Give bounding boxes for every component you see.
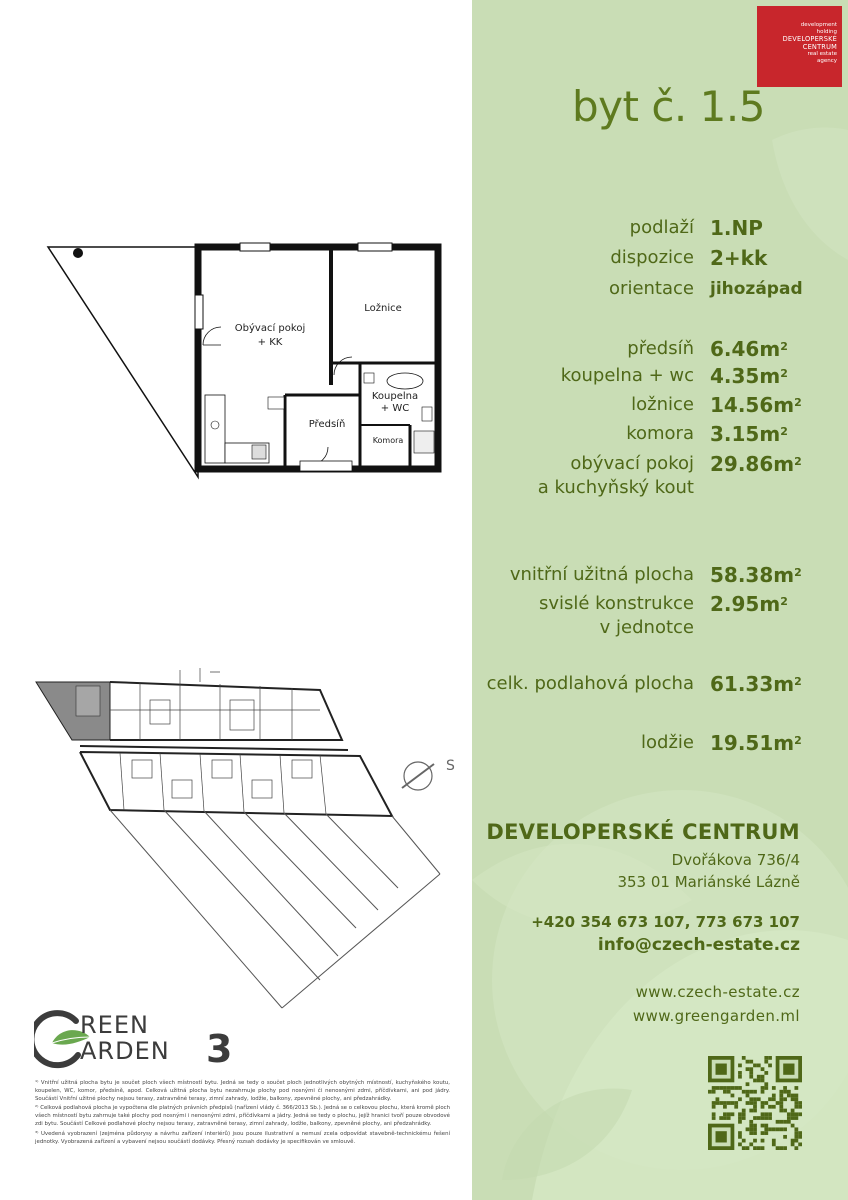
total-value: $2.95m^2$ (710, 592, 788, 616)
logo-word-reen: REEN (80, 1011, 149, 1039)
agency-line-1: development (800, 22, 837, 28)
room-value: $4.35m^2$ (710, 364, 788, 388)
footnote-2: ²⁾ Celková podlahová plocha je vypočtena dle platných právních předpisů (nařízení vlády č. 366/2013 Sb.). Jedná se o celkovou plochu, která kromě ploch všech místností bytu zahrnuje také plochy pod nosnými i nenosnými zdmi, příčdívkami a jádry. Jedná se tedy o plochu, jejíž hranici tvoří pouze obvodové zdi bytu. Součástí Celkové podlahové plochy nejsou terasy, zatravněné terasy, zimní zahrady, lodžie, balkony, zpevněné plochy, ani předzahrádky. (35, 1105, 450, 1127)
info-label: podlaží (629, 217, 694, 238)
room-label: předsíň (627, 338, 694, 359)
room-row-bathroom (472, 364, 848, 394)
agency-line-2: holding (816, 28, 837, 35)
website-link-greengarden[interactable]: www.greengarden.ml (632, 1007, 800, 1025)
compass-label: S (446, 758, 455, 774)
plan-label-living: Obývací pokoj (234, 323, 306, 334)
room-value: $3.15m^2$ (710, 422, 788, 446)
compass-icon (402, 758, 455, 790)
total-label-2: v jednotce (599, 617, 694, 638)
room-value: $29.86m^2$ (710, 452, 802, 476)
plan-label-bath: Koupelna (371, 391, 419, 402)
plan-label-bath-2: + WC (380, 403, 410, 414)
total-row-loggia (472, 731, 848, 761)
developer-name: DEVELOPERSKÉ CENTRUM (486, 820, 800, 844)
info-value: 2+kk (710, 246, 768, 270)
agency-line-5: real estate (807, 51, 837, 57)
footnote-1: ¹⁾ Vnitřní užitná plocha bytu je součet ploch všech místností bytu. Jedná se tedy o součet ploch jednotlivých obytných místností, kuchyňského koutu, koupelen, WC, komor, předsíně, apod. Celková užitná plocha bytu nezahrnuje plochy pod nosnými či nenosnými zdmi, příčdívkami, ani pod jádry. Součástí Vnitřní užitné plochy nejsou terasy, zatravněné terasy, zimní zahrady, lodžie, balkony, zpevněné plochy, ani předzahrádky. (35, 1080, 450, 1102)
agency-line-3: DEVELOPERSKÉ (782, 35, 837, 43)
website-link-czech-estate[interactable]: www.czech-estate.cz (635, 983, 800, 1001)
room-row-storage (472, 422, 848, 452)
total-value: $61.33m^2$ (710, 672, 802, 696)
info-row-orientation (472, 277, 848, 307)
plan-label-living-2: + KK (257, 337, 283, 348)
total-value: $19.51m^2$ (710, 731, 802, 755)
total-row-usable (472, 563, 848, 593)
plan-label-storage: Komora (372, 436, 404, 445)
total-row-structures (472, 592, 848, 642)
room-label: obývací pokoj (570, 453, 694, 474)
room-label: ložnice (631, 394, 694, 415)
apartment-title: byt č. 1.5 (572, 82, 765, 131)
room-row-bedroom (472, 393, 848, 423)
right-info-panel (472, 0, 848, 1200)
total-label: svislé konstrukce (538, 593, 694, 614)
info-row-floor (472, 216, 848, 246)
green-garden-logo (34, 1003, 244, 1073)
total-value: $58.38m^2$ (710, 563, 802, 587)
plan-label-bedroom: Ložnice (364, 303, 402, 314)
logo-word-arden: ARDEN (80, 1037, 170, 1065)
room-label: komora (626, 423, 694, 444)
developer-email-link[interactable]: info@czech-estate.cz (597, 935, 800, 955)
logo-number: 3 (206, 1027, 233, 1071)
agency-line-6: agency (816, 57, 837, 64)
apartment-floor-plan (40, 235, 450, 485)
footnotes (35, 1080, 450, 1148)
room-value: $14.56m^2$ (710, 393, 802, 417)
info-label: orientace (609, 278, 694, 299)
info-row-layout (472, 246, 848, 276)
total-label: celk. podlahová plocha (486, 673, 694, 694)
plan-label-hall: Předsíň (308, 419, 346, 430)
agency-line-4: CENTRUM (802, 43, 837, 51)
info-label: dispozice (610, 247, 694, 268)
room-value: $6.46m^2$ (710, 337, 788, 361)
agency-badge (757, 6, 842, 87)
info-value: 1.NP (710, 216, 763, 240)
total-label: vnitřní užitná plocha (509, 564, 694, 585)
qr-code-icon[interactable] (708, 1056, 802, 1150)
developer-city: 353 01 Mariánské Lázně (617, 873, 800, 891)
info-value: jihozápad (710, 279, 803, 299)
room-row-hall (472, 337, 848, 367)
total-row-floor-area (472, 672, 848, 702)
footnote-3: ³⁾ Uvedená vyobrazení (zejména půdorysy a návrhu zařízení interiérů) jsou pouze ilustrativní a nemusí zcela odpovídat stavebně-technickému řešení jednotky. Vyobrazená zařízení a vybavení nejsou součástí dodávky. Přesný rozsah dodávky je specifikován ve smlouvě. (35, 1130, 450, 1145)
building-site-plan (30, 660, 460, 1010)
room-label-2: a kuchyňský kout (537, 477, 694, 498)
room-row-living (472, 452, 848, 502)
room-label: koupelna + wc (560, 365, 694, 386)
total-label: lodžie (641, 732, 694, 753)
developer-phone[interactable]: +420 354 673 107, 773 673 107 (531, 913, 800, 931)
developer-street: Dvořákova 736/4 (671, 851, 800, 869)
